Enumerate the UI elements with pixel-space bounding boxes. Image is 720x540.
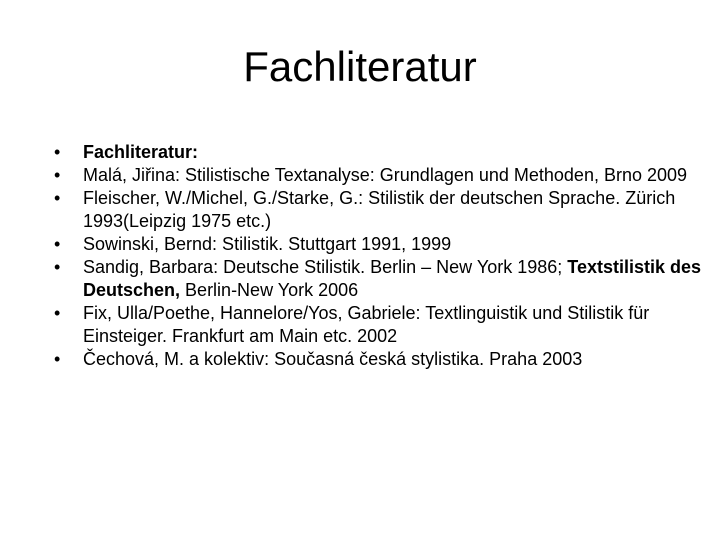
list-item-text: Fleischer, W./Michel, G./Starke, G.: Stilistik der deutschen Sprache. Zürich 1993(Leipzig 1975 etc.): [83, 188, 676, 231]
bullet-icon: •: [54, 234, 61, 254]
list-item: [52, 233, 702, 256]
list-item: [52, 187, 702, 233]
list-item-text-continued: Berlin-New York 2006: [185, 280, 359, 300]
list-item-text: Malá, Jiřina: Stilistische Textanalyse: Grundlagen und Methoden, Brno 2009: [83, 165, 688, 185]
bullet-icon: •: [54, 349, 61, 369]
list-item: [52, 164, 702, 187]
list-item-text: Fix, Ulla/Poethe, Hannelore/Yos, Gabriele: Textlinguistik und Stilistik für Einsteiger. Frankfurt am Main etc. 2002: [83, 303, 650, 346]
bullet-icon: •: [54, 188, 61, 208]
list-item-text: Sowinski, Bernd: Stilistik. Stuttgart 1991, 1999: [83, 234, 452, 254]
list-item-text: Sandig, Barbara: Deutsche Stilistik. Berlin – New York 1986;: [83, 257, 563, 277]
slide-title: Fachliteratur: [243, 43, 477, 90]
list-item: [52, 348, 702, 371]
bullet-icon: •: [54, 165, 61, 185]
list-item-bold-title: Textstilistik des Deutschen,: [83, 257, 701, 300]
list-item: [52, 302, 702, 348]
bullet-icon: •: [54, 142, 61, 162]
list-item-text: Čechová, M. a kolektiv: Současná česká stylistika. Praha 2003: [83, 349, 583, 369]
bullet-icon: •: [54, 303, 61, 323]
list-item: [52, 256, 702, 302]
bullet-icon: •: [54, 257, 61, 277]
list-item: [52, 141, 702, 164]
list-item-heading: Fachliteratur:: [83, 142, 199, 162]
reference-list: [52, 141, 702, 371]
